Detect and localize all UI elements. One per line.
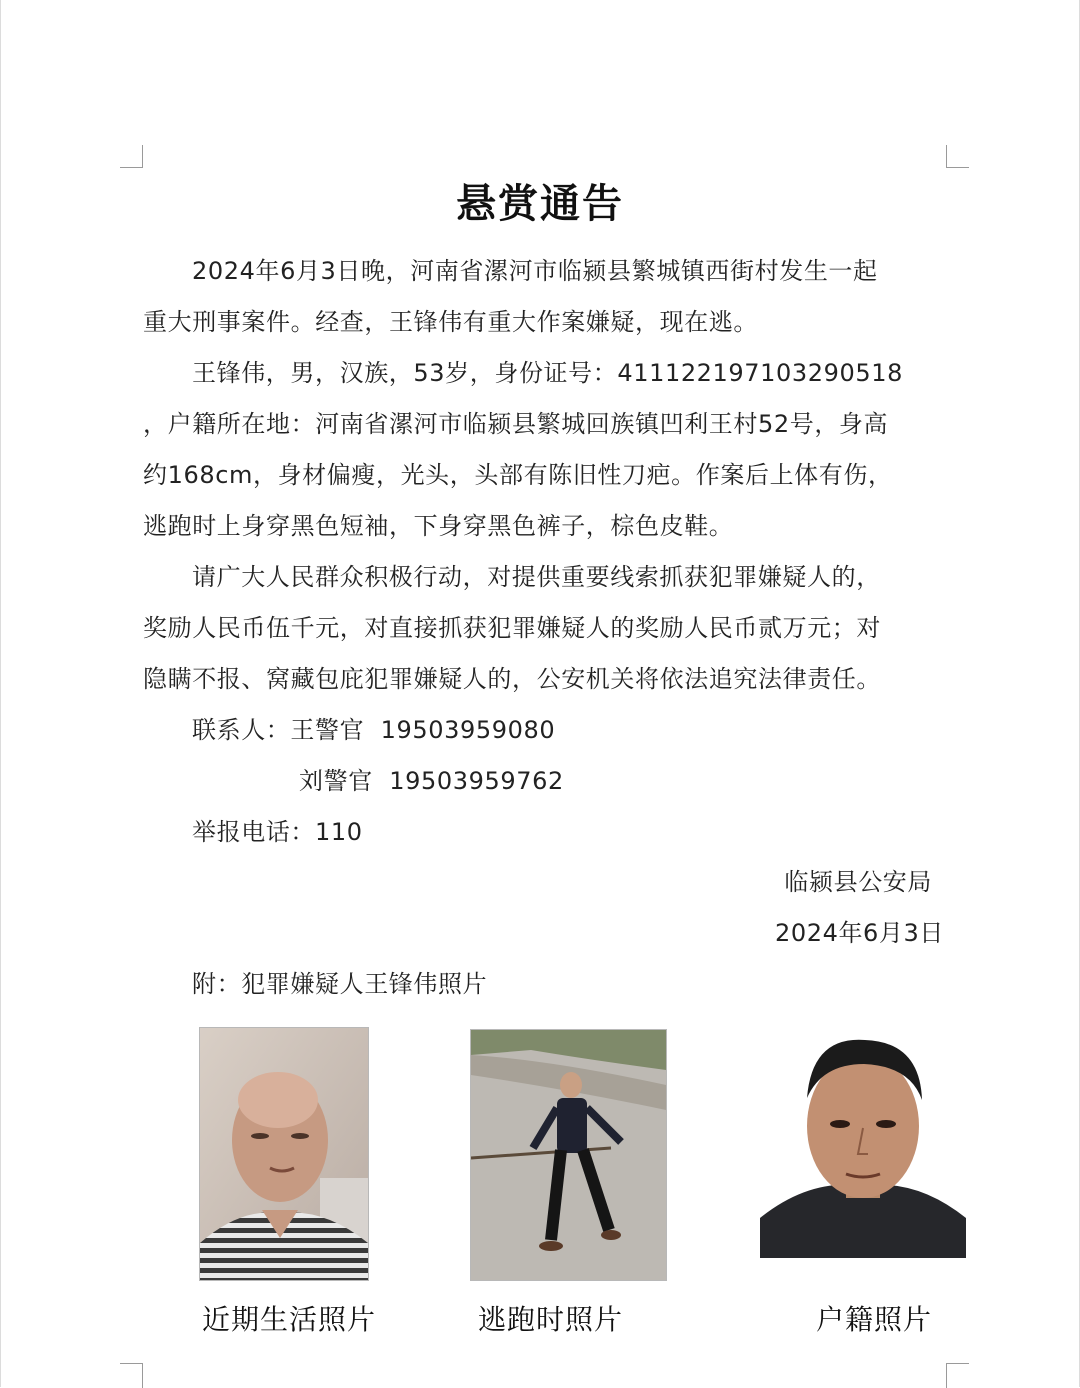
crop-mark-bottom-left <box>120 1363 143 1388</box>
attachment-label: 附：犯罪嫌疑人王锋伟照片 <box>192 970 488 998</box>
crop-mark-top-right <box>946 145 969 168</box>
notice-title: 悬赏通告 <box>456 181 624 227</box>
registration-photo-caption: 户籍照片 <box>816 1303 933 1336</box>
report-phone: 举报电话：110 <box>192 818 363 846</box>
crop-mark-bottom-right <box>946 1363 969 1388</box>
suspect-paragraph-line: 逃跑时上身穿黑色短袖，下身穿黑色裤子，棕色皮鞋。 <box>143 512 734 540</box>
suspect-paragraph-line: 王锋伟，男，汉族，53岁，身份证号：411122197103290518 <box>192 359 903 387</box>
fleeing-photo-caption: 逃跑时照片 <box>478 1303 624 1336</box>
case-paragraph-line: 重大刑事案件。经查，王锋伟有重大作案嫌疑，现在逃。 <box>143 308 758 336</box>
recent-photo-caption: 近期生活照片 <box>202 1303 377 1336</box>
suspect-paragraph-line: 约168cm，身材偏瘦，光头，头部有陈旧性刀疤。作案后上体有伤， <box>143 461 893 489</box>
household-registration-photo <box>760 1028 966 1258</box>
contact-person-1: 联系人：王警官 19503959080 <box>192 716 556 744</box>
reward-paragraph-line: 隐瞒不报、窝藏包庇犯罪嫌疑人的，公安机关将依法追究法律责任。 <box>143 665 881 693</box>
fleeing-photo <box>470 1029 667 1281</box>
issue-date: 2024年6月3日 <box>774 919 944 947</box>
suspect-paragraph-line: ，户籍所在地：河南省漯河市临颍县繁城回族镇凹利王村52号，身高 <box>143 410 889 438</box>
issuing-authority: 临颍县公安局 <box>784 868 932 896</box>
recent-life-photo <box>199 1027 369 1281</box>
reward-paragraph-line: 奖励人民币伍千元，对直接抓获犯罪嫌疑人的奖励人民币贰万元；对 <box>143 614 881 642</box>
reward-paragraph-line: 请广大人民群众积极行动，对提供重要线索抓获犯罪嫌疑人的， <box>192 563 881 591</box>
crop-mark-top-left <box>120 145 143 168</box>
case-paragraph-line: 2024年6月3日晚，河南省漯河市临颍县繁城镇西街村发生一起 <box>192 257 878 285</box>
contact-person-2: 刘警官 19503959762 <box>299 767 564 795</box>
